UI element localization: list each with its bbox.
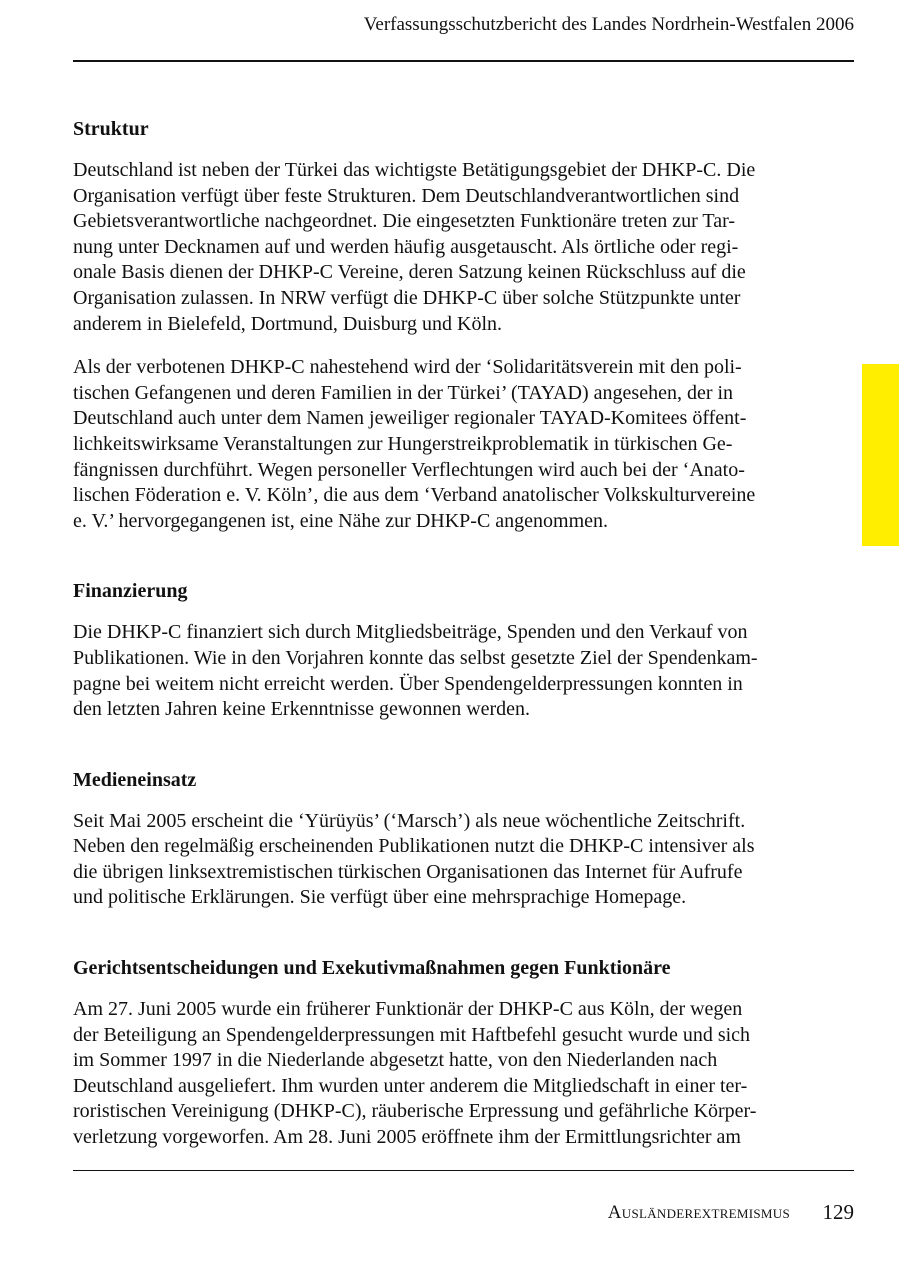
page-number: 129 [822,1200,854,1224]
text-line: e. V.’ hervorgegangenen ist, eine Nähe zur DHKP-C angenommen. [73,509,609,532]
text-line: Als der verbotenen DHKP-C nahestehend wird der ‘Solidaritätsverein mit den poli- [73,356,742,379]
section-struktur [73,116,813,534]
section-title: Finanzierung [73,580,188,603]
text-line: nung unter Decknamen auf und werden häufig ausgetauscht. Als örtliche oder regi- [73,235,739,258]
chapter-marker-tab [862,364,899,546]
text-line: Deutschland ist neben der Türkei das wichtigste Betätigungsgebiet der DHKP-C. Die [73,159,756,181]
text-line: Neben den regelmäßig erscheinenden Publikationen nutzt die DHKP-C intensiver als [73,835,755,858]
running-header: Verfassungsschutzbericht des Landes Nordrhein-Westfalen 2006 [363,14,854,35]
paragraph [73,355,813,534]
text-line: tischen Gefangenen und deren Familien in der Türkei’ (TAYAD) angesehen, der in [73,381,734,404]
section-gap [73,552,813,578]
text-line: lischen Föderation e. V. Köln’, die aus dem ‘Verband anatolischer Volkskulturvereine [73,484,756,507]
footer-rule [73,1170,854,1171]
text-line: pagne bei weitem nicht erreicht werden. Über Spendengelderpressungen konnten in [73,672,743,695]
text-line: Die DHKP-C finanziert sich durch Mitgliedsbeiträge, Spenden und den Verkauf von [73,621,748,644]
text-line: Gebietsverantwortliche nachgeordnet. Die eingesetzten Funktionäre treten zur Tar- [73,210,736,233]
section-gap [73,741,813,767]
text-line: verletzung vorgeworfen. Am 28. Juni 2005 eröffnete ihm der Ermittlungsrichter am [73,1126,741,1149]
page-body [73,116,813,1169]
text-line: der Beteiligung an Spendengelderpressungen mit Haftbefehl gesucht wurde und sich [73,1023,751,1046]
text-line: Deutschland auch unter dem Namen jeweiliger regionaler TAYAD-Komitees öffent- [73,407,747,430]
text-line: anderem in Bielefeld, Dortmund, Duisburg und Köln. [73,312,503,335]
section-gerichtsentscheidungen [73,955,813,1151]
header-rule [73,60,854,62]
text-line: fängnissen durchführt. Wegen personeller Verflechtungen wird auch bei der ‘Anato- [73,458,745,481]
text-line: lichkeitswirksame Veranstaltungen zur Hungerstreikproblematik in türkischen Ge- [73,432,733,455]
text-line: Organisation verfügt über feste Strukturen. Dem Deutschlandverantwortlichen sind [73,184,740,207]
section-title: Gerichtsentscheidungen und Exekutivmaßnahmen gegen Funktionäre [73,957,671,980]
text-line: Am 27. Juni 2005 wurde ein früherer Funktionär der DHKP-C aus Köln, der wegen [73,998,743,1021]
section-title: Struktur [73,118,149,140]
section-finanzierung [73,578,813,722]
text-line: Publikationen. Wie in den Vorjahren konnte das selbst gesetzte Ziel der Spendenkam- [73,646,758,669]
text-line: die übrigen linksextremistischen türkischen Organisationen das Internet für Aufrufe [73,860,743,883]
text-line: und politische Erklärungen. Sie verfügt über eine mehrsprachige Homepage. [73,886,687,909]
text-line: onale Basis dienen der DHKP-C Vereine, deren Satzung keinen Rückschluss auf die [73,261,746,284]
paragraph [73,997,813,1151]
text-line: den letzten Jahren keine Erkenntnisse gewonnen werden. [73,698,531,721]
text-line: Organisation zulassen. In NRW verfügt die DHKP-C über solche Stützpunkte unter [73,286,741,309]
paragraph [73,620,813,722]
section-gap [73,929,813,955]
section-title: Medieneinsatz [73,768,197,791]
text-line: roristischen Vereinigung (DHKP-C), räuberische Erpressung und gefährliche Körper- [73,1100,757,1123]
text-line: Deutschland ausgeliefert. Ihm wurden unter anderem die Mitgliedschaft in einer ter- [73,1074,748,1097]
paragraph [73,809,813,911]
footer-section-label: Ausländerextremismus [607,1202,790,1223]
paragraph [73,158,813,337]
text-line: im Sommer 1997 in die Niederlande abgesetzt hatte, von den Niederlanden nach [73,1049,718,1072]
section-medieneinsatz [73,767,813,911]
text-line: Seit Mai 2005 erscheint die ‘Yürüyüs’ (‘Marsch’) als neue wöchentliche Zeitschrift. [73,809,746,832]
